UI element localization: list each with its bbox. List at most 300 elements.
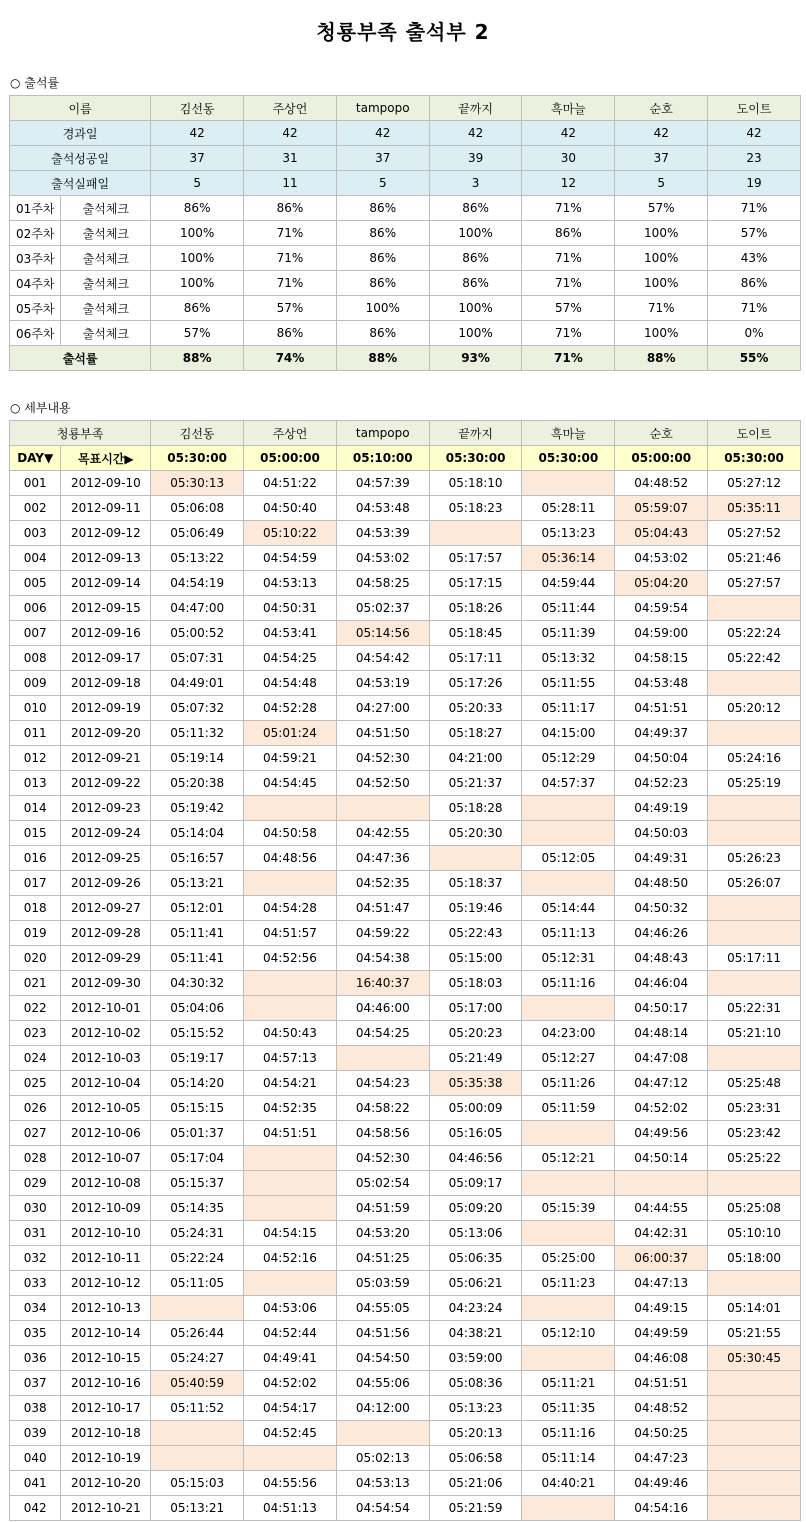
stat-value-cell: 42: [336, 121, 429, 146]
checkin-time-cell: 04:54:19: [151, 571, 244, 596]
checkin-time-cell: 04:47:23: [615, 1446, 708, 1471]
checkin-time-cell: 04:48:50: [615, 871, 708, 896]
checkin-time-cell: 04:50:03: [615, 821, 708, 846]
checkin-time-cell: 05:20:13: [429, 1421, 522, 1446]
checkin-time-cell: 05:11:23: [522, 1271, 615, 1296]
stat-value-cell: 12: [522, 171, 615, 196]
checkin-time-cell: 05:06:21: [429, 1271, 522, 1296]
weekly-rate-cell: 100%: [336, 296, 429, 321]
missed-checkin-cell: [708, 721, 801, 746]
checkin-time-cell: 05:18:45: [429, 621, 522, 646]
member-name-header: 흑마늘: [522, 96, 615, 121]
checkin-time-cell: 05:15:00: [429, 946, 522, 971]
member-name-header: 주상언: [244, 96, 337, 121]
weekly-check-row: [10, 196, 801, 221]
missed-checkin-cell: 05:36:14: [522, 546, 615, 571]
checkin-time-cell: 05:04:06: [151, 996, 244, 1021]
rate-value-cell: 88%: [336, 346, 429, 371]
day-number-cell: 029: [10, 1171, 61, 1196]
rate-value-cell: 93%: [429, 346, 522, 371]
missed-checkin-cell: 05:14:56: [336, 621, 429, 646]
checkin-time-cell: 05:11:14: [522, 1446, 615, 1471]
day-number-cell: 010: [10, 696, 61, 721]
checkin-time-cell: 04:53:13: [336, 1471, 429, 1496]
member-name-header: 도이트: [708, 96, 801, 121]
checkin-time-cell: 05:15:37: [151, 1171, 244, 1196]
checkin-time-cell: 04:50:17: [615, 996, 708, 1021]
weekly-rate-cell: 100%: [151, 221, 244, 246]
date-cell: 2012-09-25: [61, 846, 151, 871]
day-row: [10, 996, 801, 1021]
checkin-time-cell: 04:54:48: [244, 671, 337, 696]
attendance-rate-row: [10, 346, 801, 371]
weekly-rate-cell: 86%: [336, 221, 429, 246]
checkin-time-cell: 05:21:59: [429, 1496, 522, 1521]
checkin-time-cell: 04:30:32: [151, 971, 244, 996]
stat-value-cell: 5: [615, 171, 708, 196]
weekly-rate-cell: 57%: [708, 221, 801, 246]
day-number-cell: 002: [10, 496, 61, 521]
day-row: [10, 1446, 801, 1471]
weekly-rate-cell: 100%: [615, 246, 708, 271]
date-cell: 2012-09-20: [61, 721, 151, 746]
missed-checkin-cell: [244, 796, 337, 821]
checkin-time-cell: 04:48:43: [615, 946, 708, 971]
check-label-cell: 출석체크: [61, 246, 151, 271]
week-label-cell: 03주차: [10, 246, 61, 271]
checkin-time-cell: 04:47:36: [336, 846, 429, 871]
date-cell: 2012-10-11: [61, 1246, 151, 1271]
weekly-rate-cell: 71%: [244, 246, 337, 271]
date-cell: 2012-10-16: [61, 1371, 151, 1396]
summary-stat-row: [10, 171, 801, 196]
stat-value-cell: 37: [151, 146, 244, 171]
target-time-label-cell: 목표시간▶: [61, 446, 151, 471]
missed-checkin-cell: 05:04:20: [615, 571, 708, 596]
day-row: [10, 1271, 801, 1296]
day-number-cell: 031: [10, 1221, 61, 1246]
checkin-time-cell: 05:00:09: [429, 1096, 522, 1121]
week-label-cell: 05주차: [10, 296, 61, 321]
date-cell: 2012-09-23: [61, 796, 151, 821]
day-number-cell: 007: [10, 621, 61, 646]
date-cell: 2012-10-18: [61, 1421, 151, 1446]
summary-header-row: [10, 96, 801, 121]
checkin-time-cell: 04:51:50: [336, 721, 429, 746]
checkin-time-cell: 04:57:39: [336, 471, 429, 496]
day-number-cell: 020: [10, 946, 61, 971]
checkin-time-cell: 04:50:40: [244, 496, 337, 521]
day-number-cell: 032: [10, 1246, 61, 1271]
checkin-time-cell: 05:16:57: [151, 846, 244, 871]
checkin-time-cell: 05:11:39: [522, 621, 615, 646]
day-number-cell: 042: [10, 1496, 61, 1521]
checkin-time-cell: 05:27:57: [708, 571, 801, 596]
checkin-time-cell: 04:52:02: [244, 1371, 337, 1396]
checkin-time-cell: 05:22:43: [429, 921, 522, 946]
checkin-time-cell: 05:12:21: [522, 1146, 615, 1171]
checkin-time-cell: 05:13:23: [429, 1396, 522, 1421]
checkin-time-cell: 05:19:17: [151, 1046, 244, 1071]
checkin-time-cell: 05:07:31: [151, 646, 244, 671]
missed-checkin-cell: [244, 1171, 337, 1196]
weekly-check-row: [10, 296, 801, 321]
checkin-time-cell: 04:53:02: [336, 546, 429, 571]
day-row: [10, 521, 801, 546]
checkin-time-cell: 04:48:14: [615, 1021, 708, 1046]
checkin-time-cell: 05:22:42: [708, 646, 801, 671]
checkin-time-cell: 05:11:52: [151, 1396, 244, 1421]
checkin-time-cell: 05:23:31: [708, 1096, 801, 1121]
day-number-cell: 037: [10, 1371, 61, 1396]
checkin-time-cell: 05:18:27: [429, 721, 522, 746]
stat-value-cell: 5: [151, 171, 244, 196]
checkin-time-cell: 05:19:42: [151, 796, 244, 821]
missed-checkin-cell: [708, 796, 801, 821]
missed-checkin-cell: [151, 1421, 244, 1446]
member-name-header: 끝까지: [429, 96, 522, 121]
checkin-time-cell: 05:17:57: [429, 546, 522, 571]
missed-checkin-cell: [336, 796, 429, 821]
missed-checkin-cell: [708, 671, 801, 696]
day-row: [10, 646, 801, 671]
missed-checkin-cell: [244, 871, 337, 896]
checkin-time-cell: 05:11:41: [151, 946, 244, 971]
checkin-time-cell: 04:42:55: [336, 821, 429, 846]
day-number-cell: 040: [10, 1446, 61, 1471]
weekly-rate-cell: 57%: [244, 296, 337, 321]
checkin-time-cell: 04:54:28: [244, 896, 337, 921]
checkin-time-cell: 05:11:41: [151, 921, 244, 946]
weekly-rate-cell: 100%: [429, 296, 522, 321]
day-row: [10, 1171, 801, 1196]
missed-checkin-cell: [522, 996, 615, 1021]
checkin-time-cell: 04:51:22: [244, 471, 337, 496]
missed-checkin-cell: [708, 1171, 801, 1196]
checkin-time-cell: 05:11:13: [522, 921, 615, 946]
member-name-header: 도이트: [708, 421, 801, 446]
checkin-time-cell: 04:59:22: [336, 921, 429, 946]
date-cell: 2012-10-05: [61, 1096, 151, 1121]
day-row: [10, 871, 801, 896]
checkin-time-cell: 04:52:56: [244, 946, 337, 971]
checkin-time-cell: 04:49:15: [615, 1296, 708, 1321]
weekly-check-row: [10, 271, 801, 296]
checkin-time-cell: 05:20:12: [708, 696, 801, 721]
stat-value-cell: 30: [522, 146, 615, 171]
target-time-cell: 05:00:00: [615, 446, 708, 471]
day-number-cell: 027: [10, 1121, 61, 1146]
page-title: 청룡부족 출석부 2: [316, 20, 490, 44]
missed-checkin-cell: [244, 1271, 337, 1296]
checkin-time-cell: 05:11:21: [522, 1371, 615, 1396]
missed-checkin-cell: [708, 1446, 801, 1471]
missed-checkin-cell: [522, 871, 615, 896]
week-label-cell: 04주차: [10, 271, 61, 296]
checkin-time-cell: 04:51:51: [615, 696, 708, 721]
checkin-time-cell: 05:21:37: [429, 771, 522, 796]
weekly-rate-cell: 86%: [244, 321, 337, 346]
day-header-cell: DAY▼: [10, 446, 61, 471]
weekly-rate-cell: 71%: [522, 196, 615, 221]
summary-stat-row: [10, 121, 801, 146]
weekly-rate-cell: 0%: [708, 321, 801, 346]
checkin-time-cell: 04:47:08: [615, 1046, 708, 1071]
checkin-time-cell: 04:49:41: [244, 1346, 337, 1371]
checkin-time-cell: 05:13:21: [151, 1496, 244, 1521]
weekly-rate-cell: 86%: [522, 221, 615, 246]
date-cell: 2012-09-26: [61, 871, 151, 896]
checkin-time-cell: 05:20:38: [151, 771, 244, 796]
check-label-cell: 출석체크: [61, 321, 151, 346]
checkin-time-cell: 04:54:21: [244, 1071, 337, 1096]
checkin-time-cell: 04:21:00: [429, 746, 522, 771]
checkin-time-cell: 03:59:00: [429, 1346, 522, 1371]
checkin-time-cell: 04:58:15: [615, 646, 708, 671]
weekly-rate-cell: 86%: [336, 196, 429, 221]
day-row: [10, 846, 801, 871]
day-row: [10, 1296, 801, 1321]
checkin-time-cell: 04:51:57: [244, 921, 337, 946]
weekly-check-row: [10, 321, 801, 346]
checkin-time-cell: 05:27:52: [708, 521, 801, 546]
checkin-time-cell: 04:38:21: [429, 1321, 522, 1346]
weekly-rate-cell: 71%: [244, 221, 337, 246]
checkin-time-cell: 04:57:13: [244, 1046, 337, 1071]
missed-checkin-cell: [151, 1446, 244, 1471]
day-number-cell: 023: [10, 1021, 61, 1046]
checkin-time-cell: 04:59:21: [244, 746, 337, 771]
date-cell: 2012-09-29: [61, 946, 151, 971]
checkin-time-cell: 05:17:11: [708, 946, 801, 971]
missed-checkin-cell: [708, 1496, 801, 1521]
checkin-time-cell: 04:52:35: [244, 1096, 337, 1121]
checkin-time-cell: 05:02:13: [336, 1446, 429, 1471]
checkin-time-cell: 05:24:27: [151, 1346, 244, 1371]
date-cell: 2012-09-21: [61, 746, 151, 771]
checkin-time-cell: 04:54:54: [336, 1496, 429, 1521]
day-row: [10, 1346, 801, 1371]
missed-checkin-cell: [522, 1221, 615, 1246]
checkin-time-cell: 05:12:05: [522, 846, 615, 871]
stat-value-cell: 42: [244, 121, 337, 146]
missed-checkin-cell: [708, 1371, 801, 1396]
checkin-time-cell: 05:17:15: [429, 571, 522, 596]
checkin-time-cell: 05:03:59: [336, 1271, 429, 1296]
weekly-rate-cell: 71%: [615, 296, 708, 321]
checkin-time-cell: 05:25:08: [708, 1196, 801, 1221]
member-name-header: tampopo: [336, 421, 429, 446]
stat-value-cell: 31: [244, 146, 337, 171]
checkin-time-cell: 04:54:25: [336, 1021, 429, 1046]
day-row: [10, 1471, 801, 1496]
checkin-time-cell: 05:26:23: [708, 846, 801, 871]
checkin-time-cell: 04:15:00: [522, 721, 615, 746]
weekly-rate-cell: 86%: [336, 271, 429, 296]
checkin-time-cell: 04:51:13: [244, 1496, 337, 1521]
stat-value-cell: 37: [336, 146, 429, 171]
weekly-rate-cell: 57%: [522, 296, 615, 321]
rate-value-cell: 55%: [708, 346, 801, 371]
weekly-rate-cell: 86%: [708, 271, 801, 296]
day-row: [10, 1221, 801, 1246]
week-label-cell: 06주차: [10, 321, 61, 346]
day-row: [10, 771, 801, 796]
checkin-time-cell: 04:49:59: [615, 1321, 708, 1346]
checkin-time-cell: 04:51:51: [244, 1121, 337, 1146]
target-time-cell: 05:30:00: [151, 446, 244, 471]
missed-checkin-cell: 05:35:11: [708, 496, 801, 521]
rate-label-cell: 출석률: [10, 346, 151, 371]
weekly-rate-cell: 71%: [708, 296, 801, 321]
checkin-time-cell: 05:26:44: [151, 1321, 244, 1346]
checkin-time-cell: 05:06:08: [151, 496, 244, 521]
date-cell: 2012-09-17: [61, 646, 151, 671]
checkin-time-cell: 05:02:54: [336, 1171, 429, 1196]
target-time-cell: 05:00:00: [244, 446, 337, 471]
checkin-time-cell: 05:18:28: [429, 796, 522, 821]
day-number-cell: 039: [10, 1421, 61, 1446]
checkin-time-cell: 05:17:00: [429, 996, 522, 1021]
stat-value-cell: 19: [708, 171, 801, 196]
checkin-time-cell: 05:11:35: [522, 1396, 615, 1421]
missed-checkin-cell: [708, 1046, 801, 1071]
day-row: [10, 696, 801, 721]
checkin-time-cell: 04:54:17: [244, 1396, 337, 1421]
checkin-time-cell: 04:50:32: [615, 896, 708, 921]
checkin-time-cell: 04:50:43: [244, 1021, 337, 1046]
checkin-time-cell: 05:23:42: [708, 1121, 801, 1146]
checkin-time-cell: 04:48:52: [615, 471, 708, 496]
day-number-cell: 025: [10, 1071, 61, 1096]
checkin-time-cell: 05:07:32: [151, 696, 244, 721]
day-number-cell: 038: [10, 1396, 61, 1421]
checkin-time-cell: 05:27:12: [708, 471, 801, 496]
weekly-rate-cell: 71%: [708, 196, 801, 221]
checkin-time-cell: 05:11:05: [151, 1271, 244, 1296]
checkin-time-cell: 04:46:56: [429, 1146, 522, 1171]
checkin-time-cell: 05:25:00: [522, 1246, 615, 1271]
day-row: [10, 1371, 801, 1396]
checkin-time-cell: 05:13:32: [522, 646, 615, 671]
checkin-time-cell: 04:59:54: [615, 596, 708, 621]
stat-label-cell: 경과일: [10, 121, 151, 146]
checkin-time-cell: 04:51:47: [336, 896, 429, 921]
stat-value-cell: 42: [708, 121, 801, 146]
date-cell: 2012-10-02: [61, 1021, 151, 1046]
day-row: [10, 546, 801, 571]
day-number-cell: 030: [10, 1196, 61, 1221]
day-row: [10, 596, 801, 621]
checkin-time-cell: 04:49:19: [615, 796, 708, 821]
missed-checkin-cell: 05:10:22: [244, 521, 337, 546]
attendance-detail-table: [9, 420, 801, 1521]
day-row: [10, 971, 801, 996]
missed-checkin-cell: [708, 921, 801, 946]
date-cell: 2012-09-16: [61, 621, 151, 646]
day-number-cell: 024: [10, 1046, 61, 1071]
checkin-time-cell: 04:52:28: [244, 696, 337, 721]
day-number-cell: 019: [10, 921, 61, 946]
check-label-cell: 출석체크: [61, 221, 151, 246]
day-number-cell: 022: [10, 996, 61, 1021]
target-time-cell: 05:30:00: [708, 446, 801, 471]
week-label-cell: 01주차: [10, 196, 61, 221]
date-cell: 2012-10-08: [61, 1171, 151, 1196]
checkin-time-cell: 05:14:01: [708, 1296, 801, 1321]
rate-value-cell: 88%: [615, 346, 708, 371]
checkin-time-cell: 05:19:14: [151, 746, 244, 771]
member-name-header: 순호: [615, 96, 708, 121]
weekly-rate-cell: 43%: [708, 246, 801, 271]
day-number-cell: 018: [10, 896, 61, 921]
name-header-cell: 이름: [10, 96, 151, 121]
day-number-cell: 004: [10, 546, 61, 571]
checkin-time-cell: 04:53:48: [336, 496, 429, 521]
attendance-summary-table: [9, 95, 801, 371]
day-row: [10, 1421, 801, 1446]
checkin-time-cell: 05:14:04: [151, 821, 244, 846]
checkin-time-cell: 04:23:00: [522, 1021, 615, 1046]
date-cell: 2012-10-06: [61, 1121, 151, 1146]
day-row: [10, 721, 801, 746]
missed-checkin-cell: [522, 796, 615, 821]
checkin-time-cell: 04:53:48: [615, 671, 708, 696]
checkin-time-cell: 04:55:05: [336, 1296, 429, 1321]
missed-checkin-cell: [708, 896, 801, 921]
stat-value-cell: 39: [429, 146, 522, 171]
day-row: [10, 571, 801, 596]
date-cell: 2012-10-14: [61, 1321, 151, 1346]
checkin-time-cell: 04:54:42: [336, 646, 429, 671]
missed-checkin-cell: [522, 471, 615, 496]
missed-checkin-cell: [244, 1446, 337, 1471]
weekly-rate-cell: 57%: [615, 196, 708, 221]
day-number-cell: 041: [10, 1471, 61, 1496]
day-row: [10, 471, 801, 496]
checkin-time-cell: 05:18:23: [429, 496, 522, 521]
day-number-cell: 026: [10, 1096, 61, 1121]
summary-stat-row: [10, 146, 801, 171]
date-cell: 2012-10-10: [61, 1221, 151, 1246]
checkin-time-cell: 04:50:58: [244, 821, 337, 846]
missed-checkin-cell: [244, 996, 337, 1021]
date-cell: 2012-09-30: [61, 971, 151, 996]
day-number-cell: 005: [10, 571, 61, 596]
member-name-header: 흑마늘: [522, 421, 615, 446]
day-number-cell: 021: [10, 971, 61, 996]
weekly-rate-cell: 71%: [522, 321, 615, 346]
checkin-time-cell: 05:06:58: [429, 1446, 522, 1471]
weekly-rate-cell: 86%: [151, 196, 244, 221]
tribe-header-cell: 청룡부족: [10, 421, 151, 446]
weekly-rate-cell: 100%: [151, 271, 244, 296]
checkin-time-cell: 04:54:45: [244, 771, 337, 796]
checkin-time-cell: 05:09:17: [429, 1171, 522, 1196]
date-cell: 2012-10-12: [61, 1271, 151, 1296]
checkin-time-cell: 05:11:32: [151, 721, 244, 746]
checkin-time-cell: 05:22:24: [708, 621, 801, 646]
missed-checkin-cell: [708, 1396, 801, 1421]
target-time-cell: 05:30:00: [522, 446, 615, 471]
checkin-time-cell: 05:14:44: [522, 896, 615, 921]
missed-checkin-cell: [336, 1421, 429, 1446]
section-attendance-rate-label: ○ 출석률: [10, 76, 60, 90]
stat-value-cell: 23: [708, 146, 801, 171]
checkin-time-cell: 04:23:24: [429, 1296, 522, 1321]
day-row: [10, 496, 801, 521]
checkin-time-cell: 04:54:16: [615, 1496, 708, 1521]
